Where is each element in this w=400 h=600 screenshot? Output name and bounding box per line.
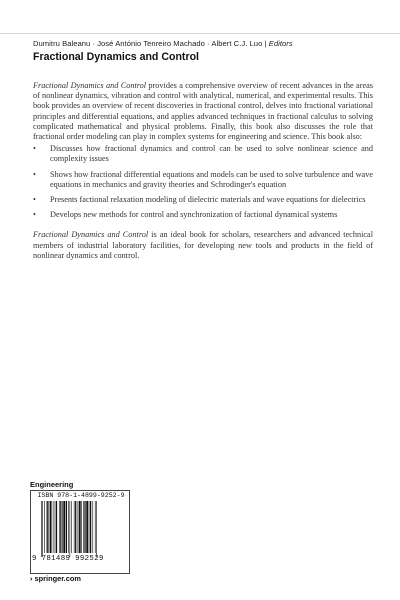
intro-paragraph xyxy=(33,81,373,142)
editors-line xyxy=(33,39,373,48)
editors-role: Editors xyxy=(268,39,293,48)
top-cover-band xyxy=(0,0,400,34)
closing-paragraph xyxy=(33,230,373,261)
description-block xyxy=(33,81,373,261)
intro-book-title: Fractional Dynamics and Control xyxy=(33,81,147,90)
bullet-icon: • xyxy=(33,169,36,179)
subject-category: Engineering xyxy=(30,480,74,489)
editors-separator: | xyxy=(264,39,269,48)
isbn-label: ISBN 978-1-4899-9252-9 xyxy=(37,492,125,499)
list-item xyxy=(33,210,373,220)
feature-list xyxy=(33,144,373,220)
publisher-url: › springer.com xyxy=(30,574,81,583)
list-item xyxy=(33,195,373,205)
list-item xyxy=(33,144,373,164)
editors-names: Dumitru Baleanu · José António Tenreiro Machado · Albert C.J. Luo xyxy=(33,39,263,48)
list-item-text: Discusses how fractional dynamics and control can be used to solve nonlinear science and complexity issues xyxy=(50,144,373,164)
intro-text: provides a comprehensive overview of recent advances in the areas of nonlinear dynamics, vibration and control with analytical, numerical, and experimental results. This book provides an overview of recent discoveries in fractional control, delves into fractional variational principles and differential equations, and applies advanced techniques in fractional calculus to solving complicated mathematical and physical problems. Finally, this book also discusses the role that fractional order modeling can play in complex systems for engineering and science. This book also: xyxy=(33,81,373,142)
barcode-bars-icon xyxy=(40,501,124,558)
list-item xyxy=(33,170,373,190)
isbn-barcode xyxy=(30,490,130,574)
bullet-icon: • xyxy=(33,210,36,220)
barcode-digits: 9 781489 992529 xyxy=(32,555,104,563)
book-title: Fractional Dynamics and Control xyxy=(33,51,199,63)
list-item-text: Presents factional relaxation modeling of dielectric materials and wave equations for dielectrics xyxy=(50,195,366,205)
list-item-text: Shows how fractional differential equations and models can be used to solve turbulence and wave equations in mechanics and gravity theories and Schrodinger's equation xyxy=(50,169,373,189)
bullet-icon: • xyxy=(33,144,36,154)
list-item-text: Develops new methods for control and synchronization of factional dynamical systems xyxy=(50,210,338,220)
closing-book-title: Fractional Dynamics and Control xyxy=(33,230,149,240)
closing-text: is an ideal book for scholars, researchers and advanced technical members of industrial laboratory facilities, for developing new tools and products in the field of nonlinear dynamics and control. xyxy=(33,230,373,260)
bullet-icon: • xyxy=(33,195,36,205)
